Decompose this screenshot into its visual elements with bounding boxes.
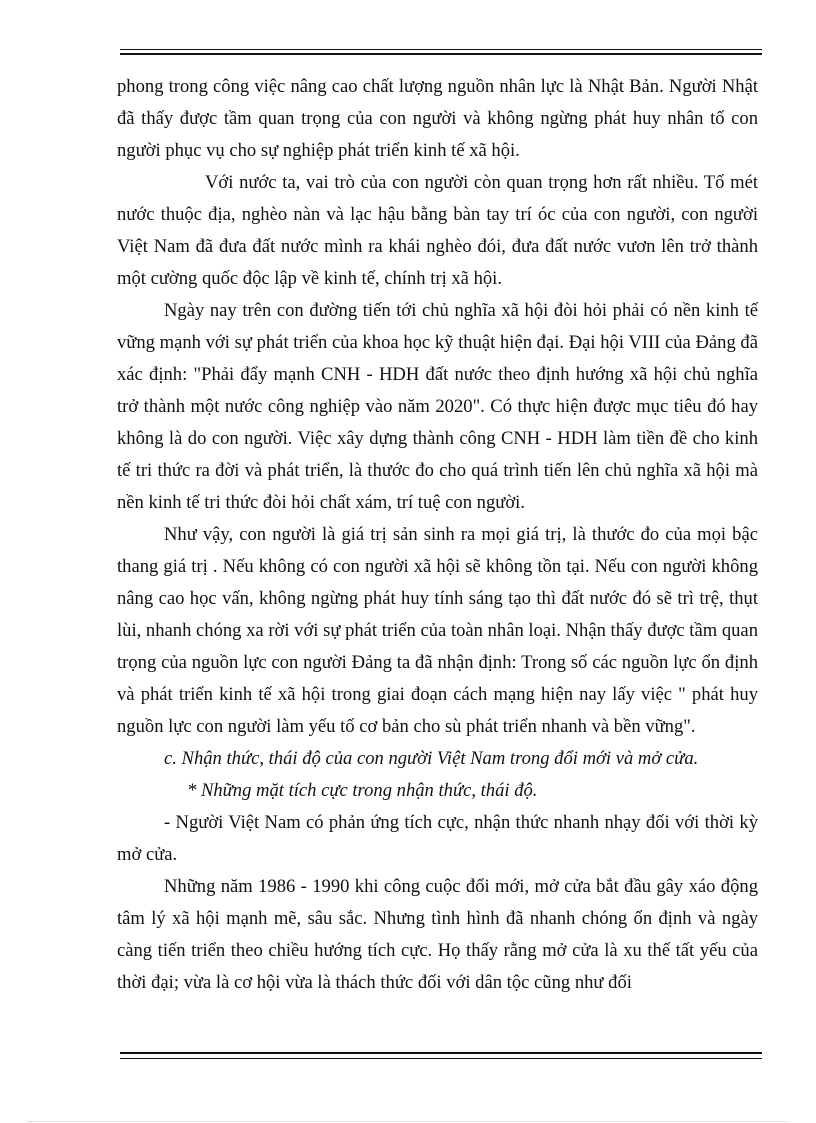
- paragraph-continuation: phong trong công việc nâng cao chất lượng nguồn nhân lực là Nhật Bản. Người Nhật đã thấy được tầm quan trọng của con người và không ngừng phát huy nhân tố con người phục vụ cho sự nghiệp phát triển kinh tế xã hội.: [117, 76, 758, 161]
- paragraph-human-value: Như vậy, con người là giá trị sản sinh ra mọi giá trị, là thước đo của mọi bậc thang giá trị . Nếu không có con người xã hội sẽ không tồn tại. Nếu con người không nâng cao học vấn, không ngừng phát huy tính sáng tạo thì đất nước đó sẽ trì trệ, thụt lùi, nhanh chóng xa rời với sự phát triển của toàn nhân loại. Nhận thấy được tầm quan trọng của nguồn lực con người Đảng ta đã nhận định: Trong số các nguồn lực ổn định và phát triển kinh tế xã hội trong giai đoạn cách mạng hiện nay lấy việc " phát huy nguồn lực con người làm yếu tố cơ bản cho sù phát triển nhanh và bền vững".: [117, 524, 758, 737]
- document-body: [117, 71, 758, 999]
- subsection-heading-positive: * Những mặt tích cực trong nhận thức, thái độ.: [187, 780, 538, 801]
- paragraph-role-of-people: Với nước ta, vai trò của con người còn quan trọng hơn rất nhiều. Tố mét nước thuộc địa, nghèo nàn và lạc hậu bằng bàn tay trí óc của con người, con người Việt Nam đã đưa đất nước mình ra khái nghèo đói, đưa đất nước vươn lên trở thành một cường quốc độc lập về kinh tế, chính trị xã hội.: [117, 172, 758, 289]
- paragraph-bullet-reaction: - Người Việt Nam có phản ứng tích cực, nhận thức nhanh nhạy đối với thời kỳ mở cửa.: [117, 812, 758, 865]
- section-heading-c: c. Nhận thức, thái độ của con người Việt Nam trong đổi mới và mở cửa.: [164, 748, 699, 769]
- header-rule: [120, 49, 762, 55]
- paragraph-1986-1990: Những năm 1986 - 1990 khi công cuộc đổi mới, mở cửa bắt đầu gây xáo động tâm lý xã hội mạnh mẽ, sâu sắc. Nhưng tình hình đã nhanh chóng ổn định và ngày càng tiến triển theo chiều hướng tích cực. Họ thấy rằng mở cửa là xu thế tất yếu của thời đại; vừa là cơ hội vừa là thách thức đối với dân tộc cũng như đối: [117, 876, 758, 993]
- paragraph-socialism-path: Ngày nay trên con đường tiến tới chủ nghĩa xã hội đòi hỏi phải có nền kinh tế vững mạnh với sự phát triển của khoa học kỹ thuật hiện đại. Đại hội VIII của Đảng đã xác định: "Phải đẩy mạnh CNH - HDH đất nước theo định hướng xã hội chủ nghĩa trở thành một nước công nghiệp vào năm 2020". Có thực hiện được mục tiêu đó hay không là do con người. Việc xây dựng thành công CNH - HDH làm tiền đề cho kinh tế tri thức ra đời và phát triển, là thước đo cho quá trình tiến lên chủ nghĩa xã hội mà nền kinh tế tri thức đòi hỏi chất xám, trí tuệ con người.: [117, 300, 758, 513]
- footer-rule: [120, 1052, 762, 1059]
- page-edge-dotted-line: [28, 1121, 788, 1122]
